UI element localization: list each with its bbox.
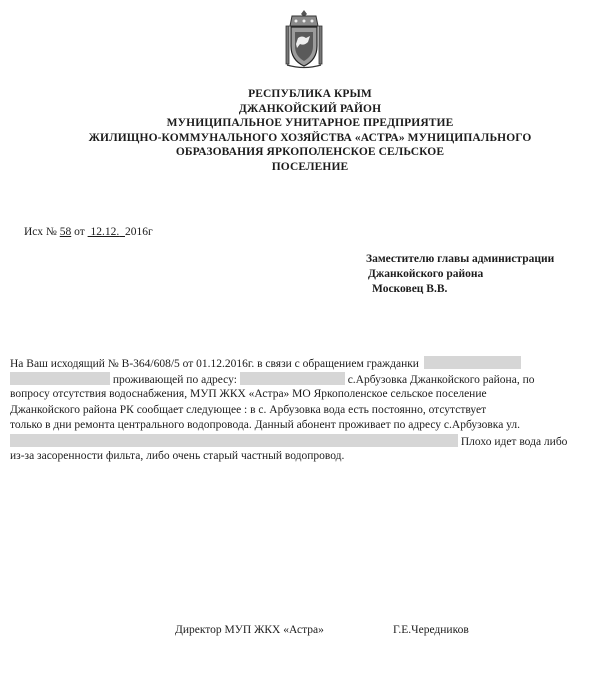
redacted-citizen-name (424, 356, 521, 369)
outgoing-reference (24, 226, 153, 238)
body-line: вопросу отсутствия водоснабжения, МУП ЖКХ «Астра» МО Яркополенское сельское поселение (10, 388, 487, 400)
body-line: Джанкойского района РК сообщает следующее : в с. Арбузовка вода есть постоянно, отсутствует (10, 403, 487, 416)
redacted-address (240, 372, 345, 385)
body-line (10, 356, 595, 372)
addressee-name: Московец В.В. (372, 283, 448, 295)
crimea-coat-of-arms-icon (284, 8, 324, 70)
signature-title: Директор МУП ЖКХ «Астра» (175, 624, 324, 636)
body-line (10, 372, 595, 388)
reference-date (88, 226, 125, 238)
reference-number: 58 (59, 226, 72, 238)
reference-from-word: от (74, 226, 85, 238)
redacted-citizen-surname (10, 372, 110, 385)
letter-body (10, 356, 595, 465)
body-text: На Ваш исходящий № В-364/608/5 от 01.12.2016г. в связи с обращением гражданки (10, 358, 419, 370)
body-text: проживающей по адресу: (112, 373, 237, 386)
reference-year: 2016г (124, 226, 153, 238)
body-line: из-за засоренности фильта, либо очень старый частный водопровод. (10, 450, 345, 462)
redacted-street-address (10, 434, 458, 447)
addressee-position: Заместителю главы администрации (366, 253, 555, 265)
body-line: только в дни ремонта центрального водопровода. Данный абонент проживает по адресу с.Арбузовка ул. (10, 419, 521, 431)
header-line-settlement: ПОСЕЛЕНИЕ (271, 160, 349, 173)
header-line-enterprise-type: МУНИЦИПАЛЬНОЕ УНИТАРНОЕ ПРЕДПРИЯТИЕ (166, 117, 454, 129)
reference-date-value: 12.12. (90, 226, 120, 238)
body-line (10, 434, 595, 450)
addressee-district: Джанкойского района (368, 268, 484, 280)
addressee-block (366, 252, 554, 297)
header-line-district: ДЖАНКОЙСКИЙ РАЙОН (238, 102, 382, 115)
header-line-municipality: ОБРАЗОВАНИЯ ЯРКОПОЛЕНСКОЕ СЕЛЬСКОЕ (175, 146, 445, 158)
header-line-enterprise-name: ЖИЛИЩНО-КОММУНАЛЬНОГО ХОЗЯЙСТВА «АСТРА» МУНИЦИПАЛЬНОГО (88, 131, 532, 144)
reference-prefix: Исх № (24, 226, 57, 238)
signature-name: Г.Е.Чередников (393, 624, 469, 636)
header-line-republic: РЕСПУБЛИКА КРЫМ (248, 88, 372, 100)
organization-header (40, 87, 580, 174)
body-text: Плохо идет вода либо (460, 435, 568, 448)
body-text: с.Арбузовка Джанкойского района, по (347, 373, 535, 386)
